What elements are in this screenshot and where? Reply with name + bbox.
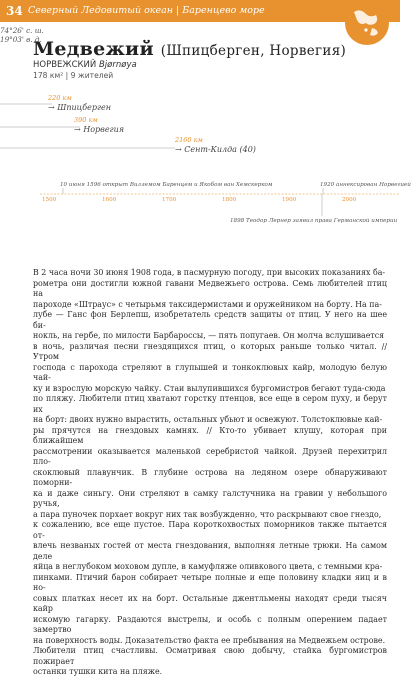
text-line: к сожалению, все еще пустое. Пара короткохвостых поморников также пытается от- bbox=[33, 520, 387, 540]
text-line: совых платках несет их на борт. Остальные джентльмены находят среди тысяч кайр bbox=[33, 593, 387, 613]
distance-label: → Шпицберген bbox=[48, 103, 112, 112]
text-line: ры прячутся на гнездовых камнях. // Кто-то убивает клушу, которая при ближайшем bbox=[33, 425, 387, 445]
timeline-note-1920: 1920 аннексирован Норвегией bbox=[320, 182, 411, 188]
island-stats: 178 км² | 9 жителей bbox=[33, 71, 114, 80]
text-line: скоклювый плавунчик. В глубине острова на ледяном озере обнаруживают поморни- bbox=[33, 467, 387, 487]
story-paragraph bbox=[33, 268, 387, 678]
history-timeline bbox=[40, 180, 411, 240]
text-line: господа с парохода стреляют в глупышей и тонкоклювых кайр, молодую белую чай- bbox=[33, 362, 387, 382]
distance-km: 390 км bbox=[74, 116, 98, 124]
longitude: 19°03' в. д. bbox=[0, 35, 42, 44]
text-line: рассмотрении оказывается маленькой серебристой чайкой. Друзей перехитрил пло- bbox=[33, 446, 387, 466]
text-line: на поверхность воды. Доказательство факта ее пребывания на Медвежьем острове. bbox=[33, 635, 386, 645]
text-line: лубе — Ганс фон Берлепш, изобретатель средств защиты от птиц. У него на шее би- bbox=[33, 310, 387, 330]
distance-km: 2160 км bbox=[175, 136, 203, 144]
section-title: Северный Ледовитый океан | Баренцево море bbox=[28, 5, 265, 16]
text-line: Любители птиц счастливы. Осматривая свою добычу, стайка бургомистров пожирает bbox=[33, 646, 387, 666]
native-language-label: НОРВЕЖСКИЙ bbox=[33, 60, 97, 70]
timeline-year: 1600 bbox=[102, 197, 117, 203]
latitude: 74°26' с. ш. bbox=[0, 26, 44, 35]
native-island-name: Bjørnøya bbox=[98, 60, 137, 70]
text-line: на борт: двоих нужно вырастить, остальных убьют и освежуют. Толстоклювые кай- bbox=[33, 415, 383, 424]
distance-km: 220 км bbox=[48, 94, 72, 102]
timeline-year: 1800 bbox=[222, 197, 237, 203]
text-line: искомую гагарку. Раздаются выстрелы, и особь с полным оперением падает замертво bbox=[33, 614, 387, 634]
timeline-year: 2000 bbox=[342, 197, 357, 203]
text-line: ку и взрослую морскую чайку. Стаи вылупившихся бургомистров бегают туда-сюда bbox=[33, 383, 386, 393]
text-line: а пара пуночек порхает вокруг них так возбужденно, что раскрывают свое гнездо, bbox=[33, 509, 382, 519]
distance-norway bbox=[74, 116, 124, 134]
text-line: влечь незваных гостей от места гнездования, выполняя летные трюки. На самом деле bbox=[33, 541, 387, 561]
timeline-year: 1900 bbox=[282, 197, 297, 203]
text-line: ка и даже синьгу. Они стреляют в самку галстучника на гравии у небольшого ручья, bbox=[33, 488, 387, 508]
distance-spitsbergen bbox=[48, 94, 111, 112]
island-name: Медвежий bbox=[33, 38, 154, 60]
text-line: нокль, на гербе, по милости Барбароссы, — пять попугаев. Он молча вслушивается bbox=[33, 331, 385, 340]
distance-st-kilda bbox=[175, 136, 256, 154]
distance-label: → Сент-Килда (40) bbox=[175, 145, 256, 154]
timeline-note-1596: 10 июня 1596 открыт Виллемом Баренцем и Якобом ван Хемскерком bbox=[60, 182, 273, 188]
text-line: В 2 часа ночи 30 июня 1908 года, в пасмурную погоду, при высоких показаниях ба- bbox=[33, 268, 386, 277]
distance-label: → Норвегия bbox=[74, 125, 125, 134]
text-line: рометра они достигли южной гавани Медвежьего острова. Семь любителей птиц на bbox=[33, 278, 387, 298]
timeline-year: 1700 bbox=[162, 197, 177, 203]
text-line: пинками. Птичий барон собирает четыре полные и еще половину кладки яиц и в но- bbox=[33, 572, 387, 592]
text-line: по пляжу. Любители птиц хватают горстку птенцов, все еще в сером пуху, и берут их bbox=[33, 394, 387, 414]
timeline-note-1898: 1898 Теодор Лернер заявил права Германской империи bbox=[230, 218, 398, 224]
text-line: пароходе «Штраус» с четырьмя таксидермистами и оружейником на борту. На па- bbox=[33, 299, 382, 309]
text-line: в ночь, различая песни гнездящихся птиц, о которых раньше только читал. // Утром bbox=[33, 341, 387, 361]
page-number: 34 bbox=[6, 4, 23, 18]
text-line: останки тушки кита на пляже. bbox=[33, 667, 163, 676]
island-country: (Шпицберген, Норвегия) bbox=[160, 43, 347, 59]
timeline-year: 1500 bbox=[42, 197, 57, 203]
timeline-axis bbox=[40, 180, 400, 240]
text-line: яйца в неглубоком моховом дупле, в камуфляже оливкового цвета, с темными кра- bbox=[33, 562, 383, 571]
